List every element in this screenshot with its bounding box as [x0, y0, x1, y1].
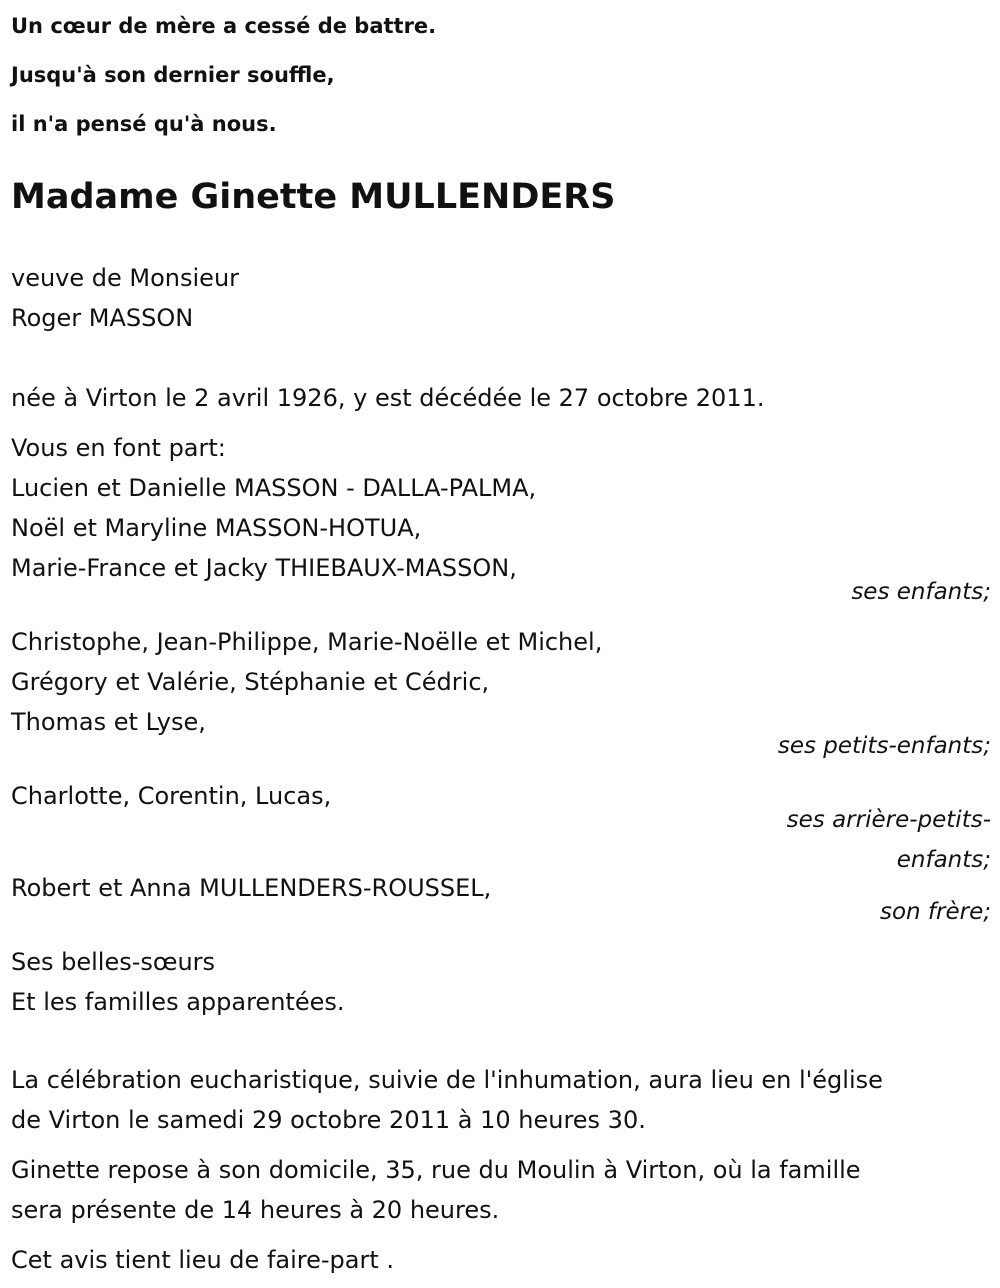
great-grandchild-line: Charlotte, Corentin, Lucas,	[11, 782, 332, 810]
grandchildren-role: ses petits-enfants;	[777, 733, 991, 759]
child-line: Noël et Maryline MASSON-HOTUA,	[11, 514, 422, 542]
great-grandchildren-role-line-2: enfants;	[896, 847, 991, 873]
visitation-line-1: Ginette repose à son domicile, 35, rue du Moulin à Virton, où la famille	[11, 1156, 861, 1184]
deceased-name: Madame Ginette MULLENDERS	[11, 177, 616, 217]
child-line: Lucien et Danielle MASSON - DALLA-PALMA,	[11, 474, 537, 502]
birth-death-line: née à Virton le 2 avril 1926, y est décédée le 27 octobre 2011.	[11, 384, 765, 412]
closing-line: Cet avis tient lieu de faire-part .	[11, 1246, 395, 1274]
child-line: Marie-France et Jacky THIEBAUX-MASSON,	[11, 554, 517, 582]
epitaph	[11, 0, 991, 149]
grandchild-line: Thomas et Lyse,	[11, 708, 206, 736]
spouse-line-1: veuve de Monsieur	[11, 264, 240, 292]
spouse-line-2: Roger MASSON	[11, 304, 194, 332]
obituary-notice	[11, 0, 991, 1280]
great-grandchildren-role-line-1: ses arrière-petits-	[786, 807, 991, 833]
brother-line: Robert et Anna MULLENDERS-ROUSSEL,	[11, 874, 492, 902]
grandchildren-list	[11, 622, 991, 742]
epitaph-line-3: il n'a pensé qu'à nous.	[11, 112, 277, 136]
children-role: ses enfants;	[851, 579, 991, 605]
visitation-paragraph	[11, 1150, 991, 1230]
grandchild-line: Grégory et Valérie, Stéphanie et Cédric,	[11, 668, 490, 696]
ceremony-line-1: La célébration eucharistique, suivie de l'inhumation, aura lieu en l'église	[11, 1066, 883, 1094]
ceremony-line-2: de Virton le samedi 29 octobre 2011 à 10 heures 30.	[11, 1106, 646, 1134]
epitaph-line-1: Un cœur de mère a cessé de battre.	[11, 14, 437, 38]
other-relatives-line: Ses belles-sœurs	[11, 948, 216, 976]
other-relatives	[11, 942, 991, 1022]
announcement-intro: Vous en font part:	[11, 434, 226, 462]
epitaph-line-2: Jusqu'à son dernier souffle,	[11, 63, 335, 87]
children-list	[11, 468, 991, 588]
brother-role: son frère;	[879, 899, 991, 925]
visitation-line-2: sera présente de 14 heures à 20 heures.	[11, 1196, 500, 1224]
grandchild-line: Christophe, Jean-Philippe, Marie-Noëlle et Michel,	[11, 628, 603, 656]
other-relatives-line: Et les familles apparentées.	[11, 988, 345, 1016]
ceremony-paragraph	[11, 1060, 991, 1140]
